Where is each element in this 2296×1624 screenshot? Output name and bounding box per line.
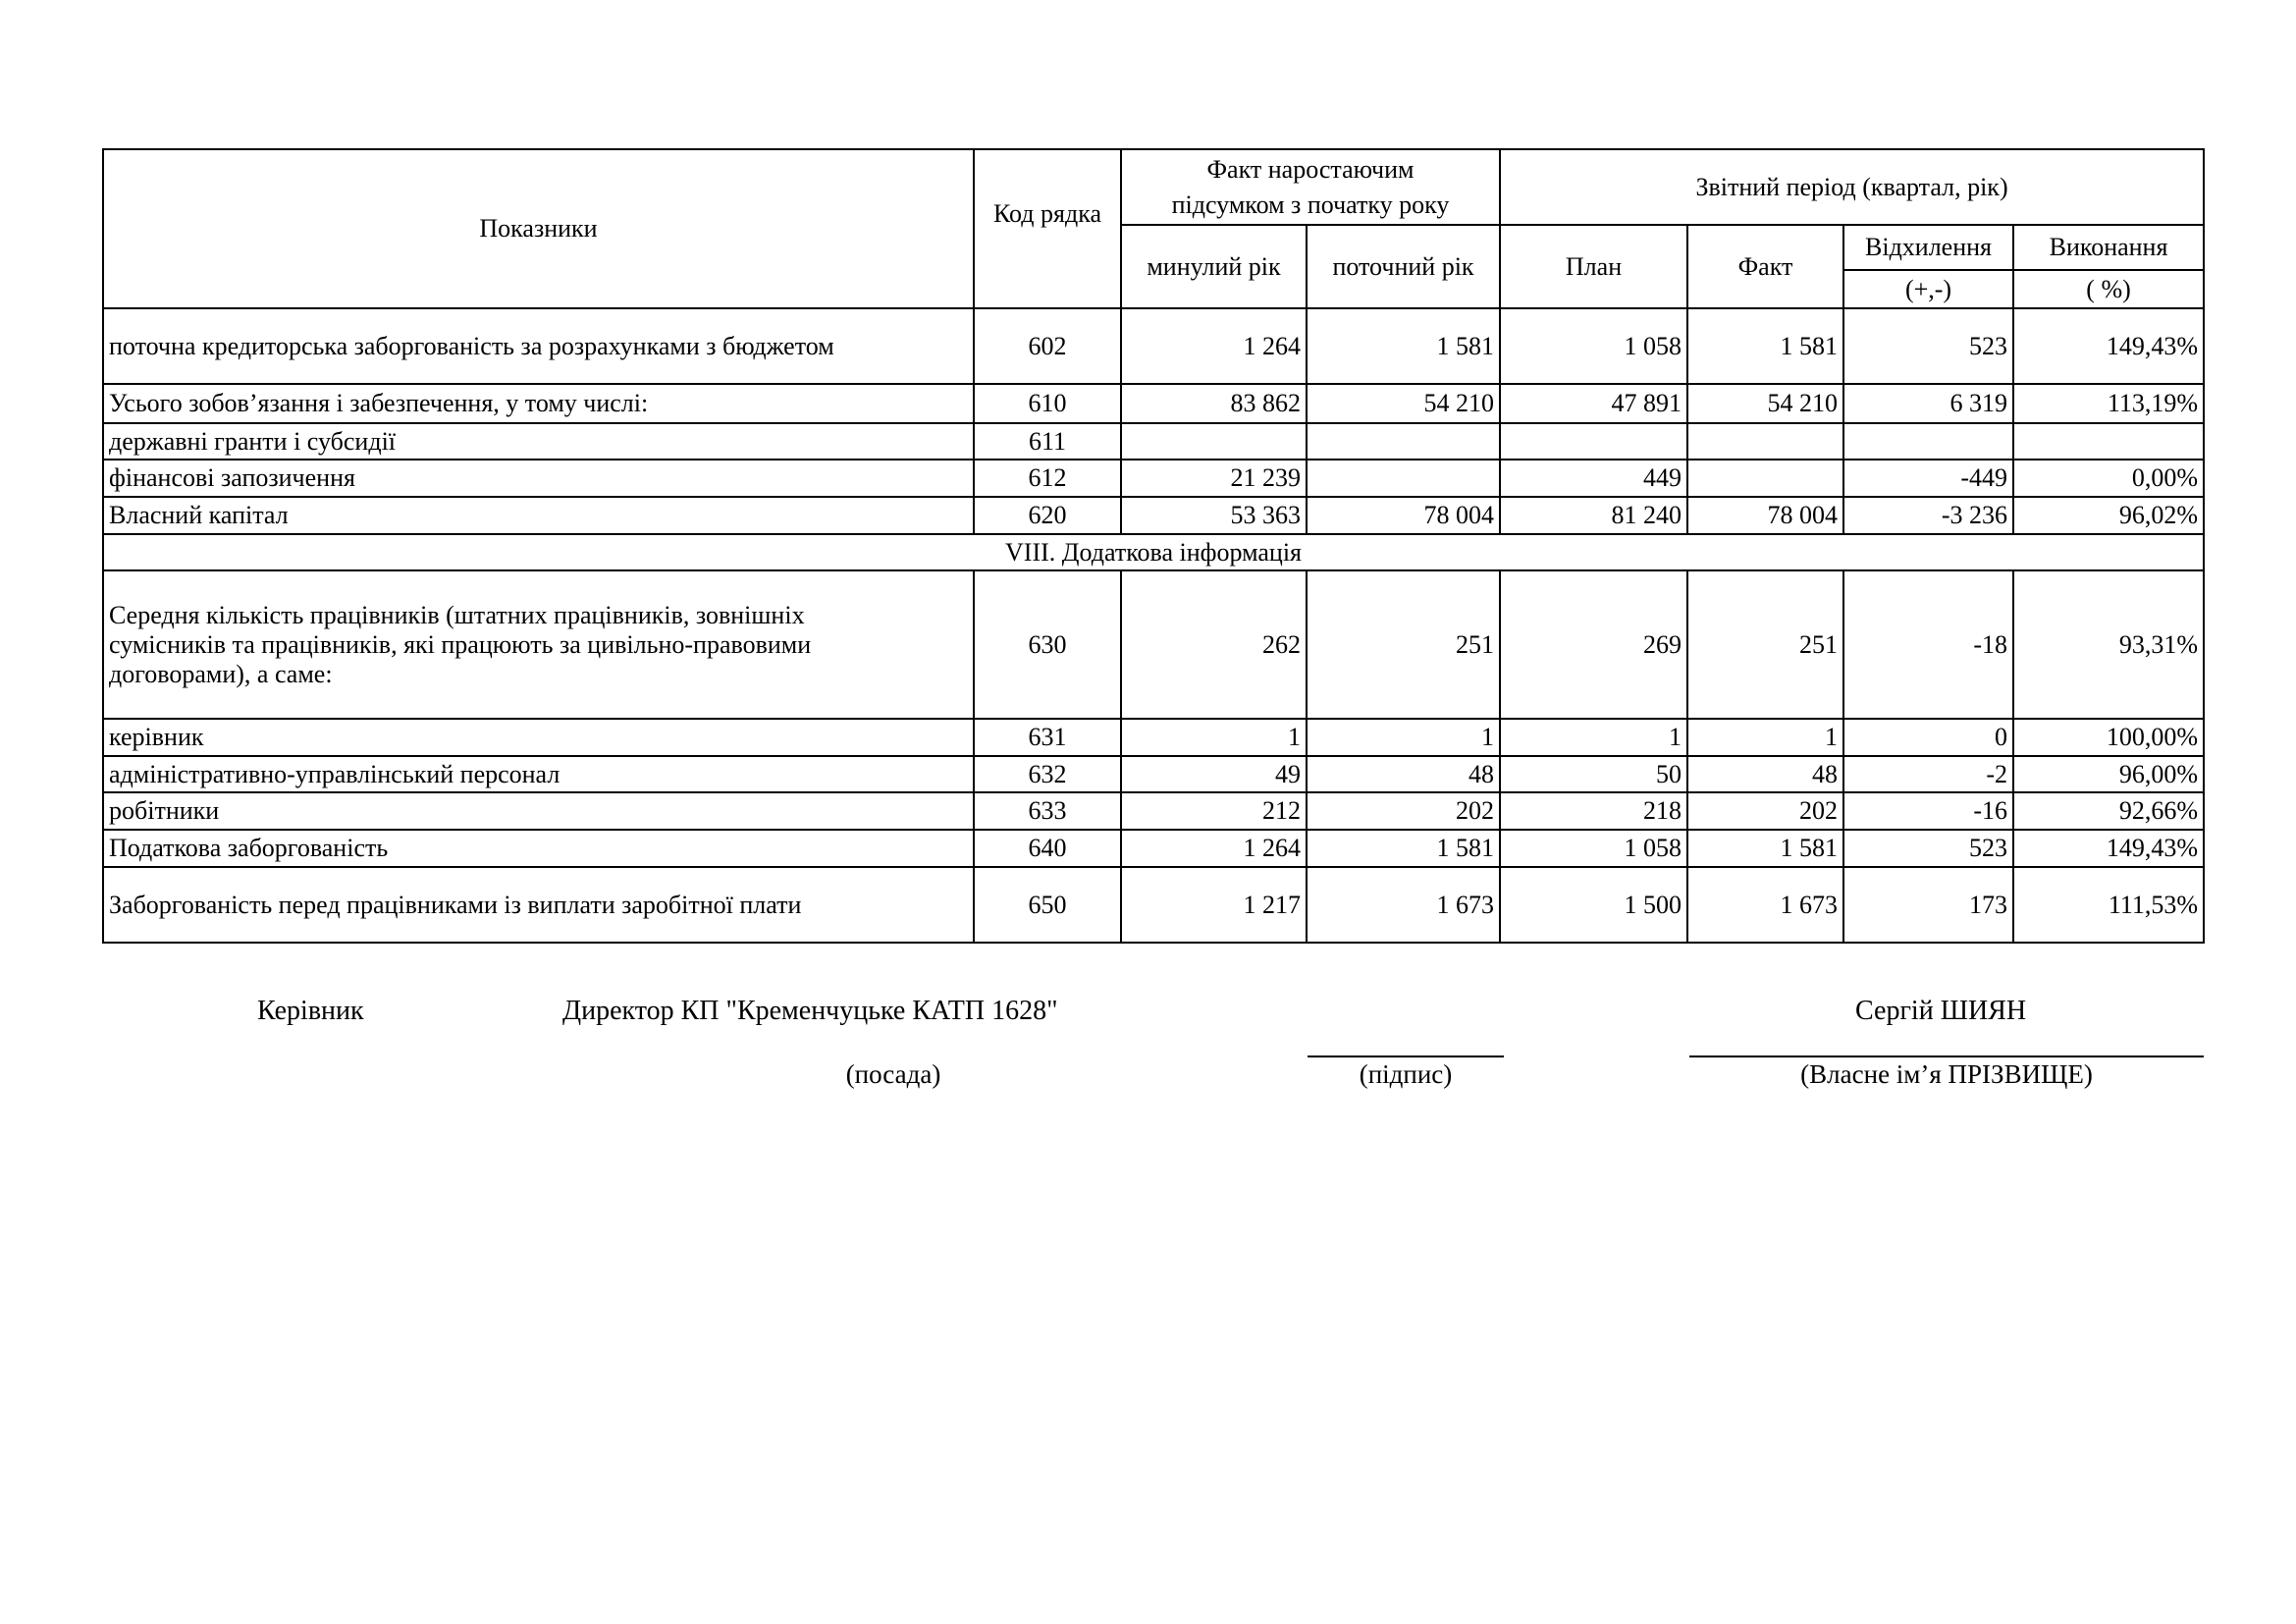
row-label-line: договорами), а саме: [109, 659, 333, 688]
row-label: Усього зобов’язання і забезпечення, у тому числі: [103, 384, 974, 423]
row-execution: 149,43% [2013, 308, 2204, 384]
row-prev-year: 262 [1121, 570, 1307, 719]
row-code: 612 [974, 460, 1121, 497]
row-fact: 251 [1687, 570, 1843, 719]
row-execution: 100,00% [2013, 719, 2204, 756]
row-curr-year: 1 581 [1307, 308, 1500, 384]
table-row [103, 792, 2204, 830]
row-deviation: -16 [1843, 792, 2013, 830]
header-reporting-period: Звітний період (квартал, рік) [1500, 149, 2204, 225]
row-prev-year: 1 264 [1121, 308, 1307, 384]
row-code: 602 [974, 308, 1121, 384]
header-fact: Факт [1687, 225, 1843, 308]
row-plan: 269 [1500, 570, 1687, 719]
row-plan: 50 [1500, 756, 1687, 792]
row-code: 620 [974, 497, 1121, 534]
row-fact [1687, 460, 1843, 497]
signature-line [1308, 1056, 1504, 1057]
row-execution: 149,43% [2013, 830, 2204, 867]
row-execution: 111,53% [2013, 867, 2204, 943]
name-caption: (Власне ім’я ПРІЗВИЩЕ) [1800, 1059, 2093, 1089]
row-deviation [1843, 423, 2013, 460]
row-prev-year: 83 862 [1121, 384, 1307, 423]
row-execution: 93,31% [2013, 570, 2204, 719]
row-deviation: 6 319 [1843, 384, 2013, 423]
table-row [103, 423, 2204, 460]
row-plan: 81 240 [1500, 497, 1687, 534]
row-fact: 202 [1687, 792, 1843, 830]
row-curr-year [1307, 460, 1500, 497]
row-deviation: 173 [1843, 867, 2013, 943]
row-deviation: -449 [1843, 460, 2013, 497]
row-deviation: 523 [1843, 308, 2013, 384]
row-prev-year: 21 239 [1121, 460, 1307, 497]
row-plan: 1 058 [1500, 830, 1687, 867]
header-prev-year: минулий рік [1121, 225, 1307, 308]
financial-report-table [102, 148, 2205, 944]
table-row [103, 460, 2204, 497]
row-prev-year: 1 [1121, 719, 1307, 756]
row-code: 630 [974, 570, 1121, 719]
row-code: 632 [974, 756, 1121, 792]
table-row [103, 308, 2204, 384]
row-curr-year: 1 [1307, 719, 1500, 756]
row-fact: 48 [1687, 756, 1843, 792]
row-code: 610 [974, 384, 1121, 423]
row-curr-year: 1 581 [1307, 830, 1500, 867]
row-deviation: 523 [1843, 830, 2013, 867]
header-cumulative-line1: Факт наростаючим [1206, 154, 1415, 184]
name-line [1689, 1056, 2204, 1057]
row-label-line: Середня кількість працівників (штатних працівників, зовнішніх [109, 600, 805, 629]
row-execution: 113,19% [2013, 384, 2204, 423]
section-row [103, 534, 2204, 570]
header-deviation-unit: (+,-) [1843, 270, 2013, 308]
row-fact: 54 210 [1687, 384, 1843, 423]
row-plan [1500, 423, 1687, 460]
row-label: керівник [103, 719, 974, 756]
row-label-line: сумісників та працівників, які працюють за цивільно-правовими [109, 629, 812, 659]
row-execution: 96,02% [2013, 497, 2204, 534]
row-deviation: -3 236 [1843, 497, 2013, 534]
row-code: 640 [974, 830, 1121, 867]
position-caption: (посада) [845, 1059, 941, 1089]
row-prev-year: 1 217 [1121, 867, 1307, 943]
row-plan: 47 891 [1500, 384, 1687, 423]
row-plan: 1 500 [1500, 867, 1687, 943]
table-row [103, 830, 2204, 867]
row-execution: 92,66% [2013, 792, 2204, 830]
row-prev-year: 212 [1121, 792, 1307, 830]
row-curr-year [1307, 423, 1500, 460]
row-curr-year: 202 [1307, 792, 1500, 830]
row-prev-year [1121, 423, 1307, 460]
row-label: робітники [103, 792, 974, 830]
row-curr-year: 1 673 [1307, 867, 1500, 943]
row-code: 631 [974, 719, 1121, 756]
table-row [103, 384, 2204, 423]
table-row [103, 867, 2204, 943]
header-row-1 [103, 149, 2204, 225]
signature-caption: (підпис) [1359, 1059, 1453, 1089]
row-label: державні гранти і субсидії [103, 423, 974, 460]
row-fact: 1 581 [1687, 830, 1843, 867]
table-row [103, 570, 2204, 719]
row-plan: 449 [1500, 460, 1687, 497]
row-deviation: -2 [1843, 756, 2013, 792]
row-fact: 78 004 [1687, 497, 1843, 534]
signer-name: Сергій ШИЯН [1855, 996, 2027, 1026]
row-label: Податкова заборгованість [103, 830, 974, 867]
row-fact: 1 [1687, 719, 1843, 756]
row-curr-year: 251 [1307, 570, 1500, 719]
row-label [103, 570, 974, 719]
row-plan: 218 [1500, 792, 1687, 830]
header-cumulative [1121, 149, 1500, 225]
row-fact: 1 673 [1687, 867, 1843, 943]
row-curr-year: 54 210 [1307, 384, 1500, 423]
header-curr-year: поточний рік [1307, 225, 1500, 308]
table-row [103, 756, 2204, 792]
header-plan: План [1500, 225, 1687, 308]
signer-position: Директор КП "Кременчуцьке КАТП 1628" [562, 996, 1058, 1026]
row-fact: 1 581 [1687, 308, 1843, 384]
table-row [103, 497, 2204, 534]
row-prev-year: 1 264 [1121, 830, 1307, 867]
header-execution: Виконання [2013, 225, 2204, 270]
row-code: 650 [974, 867, 1121, 943]
row-deviation: -18 [1843, 570, 2013, 719]
row-label: Заборгованість перед працівниками із виплати заробітної плати [103, 867, 974, 943]
row-label: адміністративно-управлінський персонал [103, 756, 974, 792]
row-prev-year: 53 363 [1121, 497, 1307, 534]
row-deviation: 0 [1843, 719, 2013, 756]
row-execution [2013, 423, 2204, 460]
row-fact [1687, 423, 1843, 460]
header-code [974, 149, 1121, 308]
header-execution-unit: ( %) [2013, 270, 2204, 308]
row-execution: 96,00% [2013, 756, 2204, 792]
row-curr-year: 78 004 [1307, 497, 1500, 534]
table-row [103, 719, 2204, 756]
row-label: фінансові запозичення [103, 460, 974, 497]
header-cumulative-line2: підсумком з початку року [1171, 189, 1450, 219]
header-code-text: Код рядка [993, 199, 1101, 228]
header-deviation: Відхилення [1843, 225, 2013, 270]
signer-role: Керівник [257, 996, 364, 1026]
row-label: Власний капітал [103, 497, 974, 534]
row-code: 611 [974, 423, 1121, 460]
row-plan: 1 [1500, 719, 1687, 756]
row-label: поточна кредиторська заборгованість за розрахунками з бюджетом [103, 308, 974, 384]
row-prev-year: 49 [1121, 756, 1307, 792]
header-indicators: Показники [103, 149, 974, 308]
row-code: 633 [974, 792, 1121, 830]
row-plan: 1 058 [1500, 308, 1687, 384]
section-title: VIII. Додаткова інформація [103, 534, 2204, 570]
row-execution: 0,00% [2013, 460, 2204, 497]
row-curr-year: 48 [1307, 756, 1500, 792]
